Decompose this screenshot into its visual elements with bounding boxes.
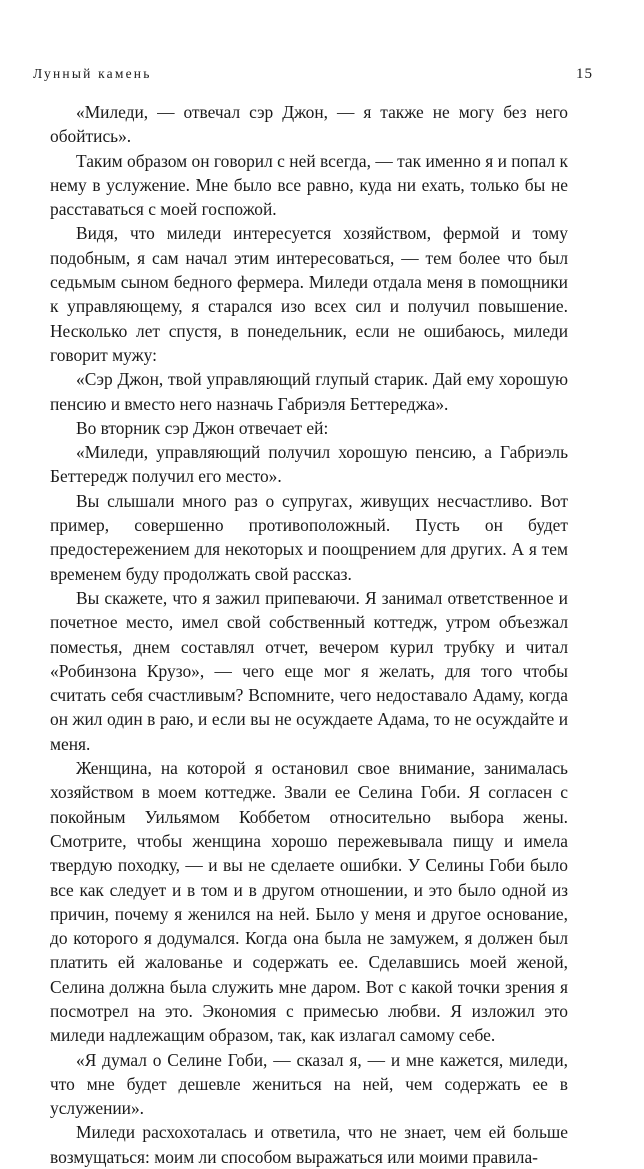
paragraph: «Миледи, — отвечал сэр Джон, — я также не могу без него обойтись».: [50, 102, 568, 147]
page-number: 15: [576, 66, 593, 82]
paragraph: Женщина, на которой я остановил свое внимание, занималась хозяйством в моем коттедже. Звали ее Селина Гоби. Я согласен с покойным Уильямом Коббетом относительно выбора жены. Смотрите, чтобы женщина хорошо пережевывала пищу и имела твердую походку, — и вы не сделаете ошибки. У Селины Гоби было все как следует и в том и в другом отношении, и это было одной из причин, почему я женился на ней. Было у меня и другое основание, до которого я додумался. Когда она была не замужем, я должен был платить ей жалованье и содержать ее. Сделавшись моей женой, Селина должна была служить мне даром. Вот с какой точки зрения я посмотрел на это. Экономия с примесью любви. Я изложил это миледи надлежащим образом, так, как излагал самому себе.: [50, 758, 568, 1046]
page-header: [33, 66, 593, 86]
running-title: Лунный камень: [33, 66, 152, 81]
paragraph: Видя, что миледи интересуется хозяйством, фермой и тому подобным, я сам начал этим интересоваться, — тем более что был седьмым сыном бедного фермера. Миледи отдала меня в помощники к управляющему, я старался изо всех сил и получил повышение. Несколько лет спустя, в понедельник, если не ошибаюсь, миледи говорит мужу:: [50, 223, 568, 365]
paragraph: «Сэр Джон, твой управляющий глупый старик. Дай ему хорошую пенсию и вместо него назначь Габриэля Беттереджа».: [50, 369, 568, 414]
paragraph: Таким образом он говорил с ней всегда, — так именно я и попал к нему в услужение. Мне было все равно, куда ни ехать, только бы не расставаться с моей госпожой.: [50, 150, 568, 220]
paragraph: Вы слышали много раз о супругах, живущих несчастливо. Вот пример, совершенно противоположный. Пусть он будет предостережением для некоторых и поощрением для других. А я тем временем буду продолжать свой рассказ.: [50, 490, 568, 584]
body-text: [50, 100, 568, 1169]
paragraph: Вы скажете, что я зажил припеваючи. Я занимал ответственное и почетное место, имел свой собственный коттедж, утром объезжал поместья, днем составлял отчет, вечером курил трубку и читал «Робинзона Крузо», — чего еще мог я желать, для того чтобы считать себя счастливым? Вспомните, чего недоставало Адаму, когда он жил один в раю, и если вы не осуждаете Адама, то не осуждайте и меня.: [50, 587, 568, 754]
paragraph: Миледи расхохоталась и ответила, что не знает, чем ей больше возмущаться: моим ли способом выражаться или моими правила-: [50, 1122, 568, 1167]
paragraph: Во вторник сэр Джон отвечает ей:: [76, 417, 329, 438]
paragraph: «Миледи, управляющий получил хорошую пенсию, а Габриэль Беттередж получил его место».: [50, 442, 568, 487]
paragraph: «Я думал о Селине Гоби, — сказал я, — и мне кажется, миледи, что мне будет дешевле жениться на ней, чем содержать ее в услужении».: [50, 1049, 568, 1119]
